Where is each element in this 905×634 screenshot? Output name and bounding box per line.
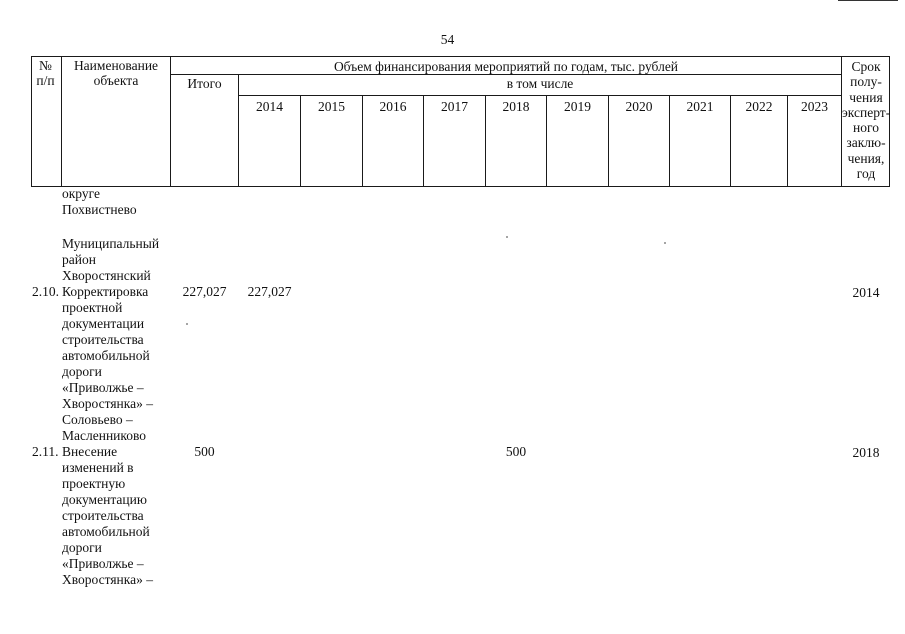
object-name-line: Корректировка xyxy=(62,284,149,299)
header-term-line: год xyxy=(856,166,876,182)
object-name-line: округе xyxy=(62,186,100,201)
header-year: 2016 xyxy=(379,99,407,114)
object-name-line: «Приволжье – xyxy=(62,380,144,395)
header-year: 2020 xyxy=(625,99,653,114)
object-name-line: Хворостянка» – xyxy=(62,396,153,411)
header-name-line: объекта xyxy=(93,73,139,88)
scan-speck xyxy=(186,323,188,325)
table-row-district xyxy=(62,236,170,284)
object-name-line: дороги xyxy=(62,540,102,555)
scan-speck xyxy=(664,242,666,244)
object-name-line: проектной xyxy=(62,300,123,315)
object-name-line: Хворостянский xyxy=(62,268,151,283)
row-number: 2.11. xyxy=(32,444,59,459)
header-term-line: чения, xyxy=(847,150,885,166)
header-financing-volume: Объем финансирования мероприятий по годам, тыс. рублей xyxy=(333,59,679,74)
object-name-line: изменений в xyxy=(62,460,134,475)
row-term-value: 2018 xyxy=(852,445,880,460)
object-name-line: Соловьево – xyxy=(62,412,133,427)
header-year: 2021 xyxy=(686,99,714,114)
header-year: 2022 xyxy=(745,99,773,114)
header-year: 2023 xyxy=(801,99,828,114)
row-term-value: 2014 xyxy=(852,285,880,300)
row-number: 2.10. xyxy=(32,284,59,299)
header-number xyxy=(31,58,60,88)
header-name-line: Наименование xyxy=(73,58,159,73)
table-row-continuation xyxy=(62,186,170,218)
header-object-name xyxy=(62,58,170,88)
header-top-line xyxy=(31,56,890,57)
object-name-line: автомобильной xyxy=(62,348,150,363)
object-name-line: Похвистнево xyxy=(62,202,137,217)
header-year: 2018 xyxy=(502,99,530,114)
object-name-line: дороги xyxy=(62,364,102,379)
row-year-value: 227,027 xyxy=(247,284,292,299)
object-name-line: автомобильной xyxy=(62,524,150,539)
header-term-line: Срок xyxy=(851,59,881,74)
object-name-line: Масленниково xyxy=(62,428,147,443)
header-year: 2015 xyxy=(318,99,345,114)
table-row-2-10 xyxy=(62,284,170,444)
object-name-line: документацию xyxy=(62,492,147,507)
object-name-line: Внесение xyxy=(62,444,118,459)
scan-speck xyxy=(506,236,508,238)
header-incl-line xyxy=(239,95,841,96)
page-number: 54 xyxy=(440,32,455,47)
header-year: 2019 xyxy=(564,99,591,114)
header-number-line: № xyxy=(39,58,52,73)
header-number-line: п/п xyxy=(36,73,55,88)
object-name-line: строительства xyxy=(62,508,144,523)
header-year: 2014 xyxy=(256,99,283,114)
object-name-line: «Приволжье – xyxy=(62,556,144,571)
object-name-line: район xyxy=(62,252,96,267)
object-name-line: строительства xyxy=(62,332,144,347)
table-row-2-11 xyxy=(62,444,170,588)
object-name-line: Муниципальный xyxy=(62,236,160,251)
object-name-line: документации xyxy=(62,316,145,331)
header-term-line: эксперт- xyxy=(842,104,891,120)
header-year: 2017 xyxy=(441,99,468,114)
object-name-line: Хворостянка» – xyxy=(62,572,153,587)
row-total-value: 227,027 xyxy=(182,284,227,299)
header-term-line: заклю- xyxy=(846,135,886,151)
header-term-line: полу- xyxy=(850,74,882,90)
header-including: в том числе xyxy=(506,76,574,91)
row-total-value: 500 xyxy=(194,444,215,459)
table-header-grid xyxy=(0,0,905,190)
header-total: Итого xyxy=(187,76,222,91)
header-term-line: чения xyxy=(849,89,883,105)
header-term-line: ного xyxy=(853,120,879,136)
row-year-value: 500 xyxy=(505,444,527,459)
object-name-line: проектную xyxy=(62,476,126,491)
header-expertise-term xyxy=(842,59,890,181)
